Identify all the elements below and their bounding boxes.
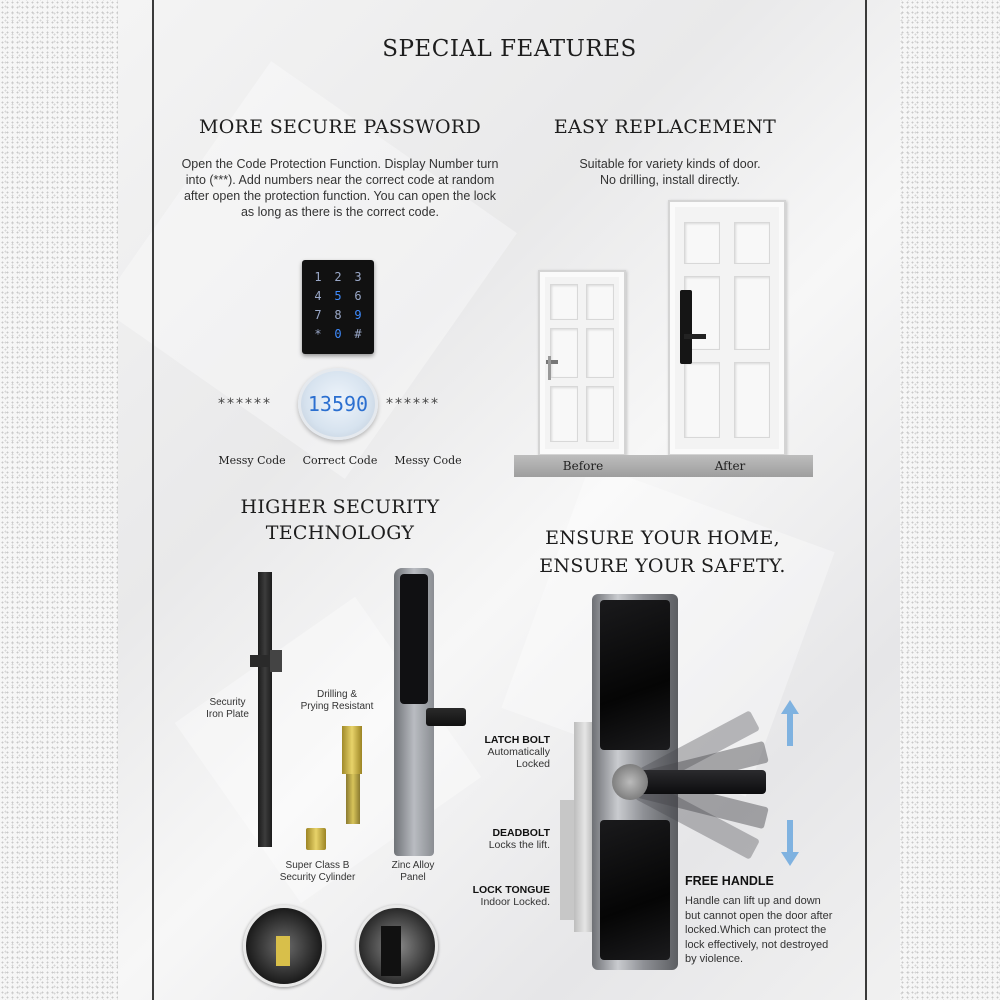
messy-code-left-caption: Messy Code [218,454,286,467]
before-door-image [538,270,626,456]
drilling-label: Drilling & Prying Resistant [300,689,374,712]
zinc-label: Zinc Alloy Panel [391,860,435,883]
panel-thumbnail-image [356,905,438,987]
deadbolt-label: DEADBOLT Locks the lift. [488,827,550,851]
messy-code-left: ****** [218,396,272,412]
messy-code-right: ****** [386,396,440,412]
password-description: Open the Code Protection Function. Display Number turn into (***). Add numbers near the correct code at random after open the protection function. You can open the lock as long as there is the correct code. [181,157,499,219]
correct-code-caption: Correct Code [302,454,378,467]
security-iron-plate-image [258,572,272,847]
safety-heading: ENSURE YOUR HOME, ENSURE YOUR SAFETY. [539,527,786,577]
page-title: SPECIAL FEATURES [382,36,637,62]
arrow-down-icon [781,820,799,866]
messy-code-right-caption: Messy Code [394,454,462,467]
replacement-description: Suitable for variety kinds of door. No drilling, install directly. [579,157,761,187]
lock-cylinder-image [342,726,362,774]
arrow-up-icon [781,700,799,746]
tech-heading: HIGHER SECURITY TECHNOLOGY [240,496,440,544]
iron-plate-label: Security Iron Plate [206,697,249,720]
after-door-image [668,200,786,456]
password-heading: MORE SECURE PASSWORD [198,116,481,138]
after-label: After [714,459,746,473]
correct-code-display: 13590 [298,368,378,440]
cylinder-label: Super Class B Security Cylinder [279,860,356,883]
keypad-image: 1 2 3 4 5 6 7 8 9 * 0 # [302,260,374,354]
cylinder-small-image [306,828,326,850]
drill-thumbnail-image [243,905,325,987]
free-handle-title: FREE HANDLE [685,874,774,888]
smart-lock-icon [680,290,692,364]
free-handle-description: Handle can lift up and down but cannot open the door after locked.Which can protect the lock effectively, not destroyed by violence. [685,895,833,965]
replacement-heading: EASY REPLACEMENT [553,116,777,138]
lock-tongue-label: LOCK TONGUE Indoor Locked. [472,884,550,908]
before-label: Before [562,459,604,473]
latch-bolt-label: LATCH BOLT Automatically Locked [484,734,550,770]
